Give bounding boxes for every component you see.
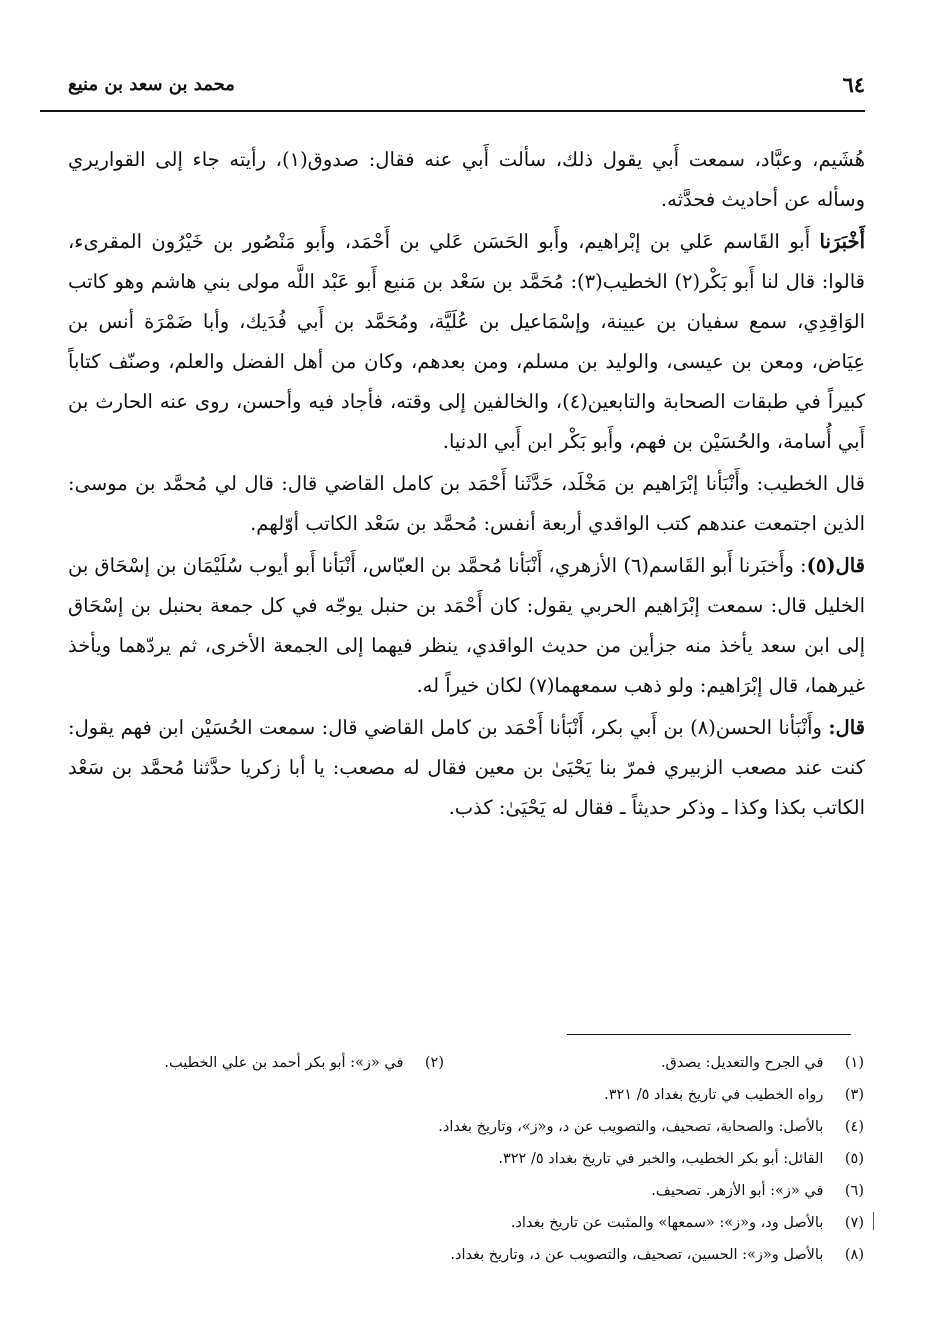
paragraph-text: هُشَيم، وعبَّاد، سمعت أَبي يقول ذلك، سألت أَبي عنه فقال: صدوق(١)، رأيته جاء إلى القواريري وسأله عن أحاديث فحدَّثه. [68, 148, 865, 211]
footnote-number: (١) [844, 1055, 864, 1071]
footnote-2 [164, 1047, 444, 1079]
main-text [68, 140, 865, 830]
page-number: ٦٤ [842, 72, 865, 97]
footnote-number: (٧) [844, 1215, 864, 1231]
paragraph-3 [68, 464, 865, 544]
footnote-text: في «ز»: أبو الأزهر. تصحيف. [651, 1183, 824, 1199]
header-rule [40, 110, 865, 112]
paragraph-text: : وأَخبَرنا أَبو القَاسم(٦) الأزهري، أَنْبَأنا مُحمَّد بن العبّاس، أَنْبَأنا أَبو أيوب سُلَيْمَان بن إسْحَاق بن الخليل قال: سمعت إبْرَاهيم الحربي يقول: كان أَحْمَد بن حنبل يوجّه في كل جمعة بحنبل بن إسْحَاق إلى ابن سعد يأخذ منه جزأين من حديث الواقدي، ينظر فيهما إلى الجمعة الأخرى، ثم يردّهما ويأخذ غيرهما، قال إبْرَاهيم: ولو ذهب سمعهما(٧) لكان خيراً له. [68, 554, 865, 697]
page-header [68, 72, 865, 112]
footnote-number: (٨) [844, 1247, 864, 1263]
footnote-number: (٣) [844, 1087, 864, 1103]
paragraph-1 [68, 140, 865, 220]
paragraph-text: أَبو القَاسم عَلي بن إبْراهيم، وأَبو الحَسَن عَلي بن أَحْمَد، وأَبو مَنْصُور بن خَيْرُون المقرىء، قالوا: قال لنا أَبو بَكْر(٢) الخطيب(٣): مُحَمَّد بن سَعْد بن مَنيع أَبو عَبْد اللَّه مولى بني هاشم وهو كاتب الوَاقِدِي، سمع سفيان بن عيينة، وإسْمَاعيل بن عُلَيَّة، ومُحَمَّد بن أَبي فُدَيك، وأبا ضَمْرَة أنس بن عِيَاض، ومعن بن عيسى، والوليد بن مسلم، ومن بعدهم، وكان من أهل الفضل والعلم، وصنّف كتاباً كبيراً في طبقات الصحابة والتابعين(٤)، والخالفين إلى وقته، فأجاد فيه وأحسن، روى عنه الحارث بن أَبي أُسامة، والحُسَيْن بن فهم، وأَبو بَكْر ابن أَبي الدنيا. [68, 230, 865, 453]
footnote-rule [567, 1034, 851, 1035]
running-title: محمد بن سعد بن منيع [68, 74, 235, 95]
footnote-8 [67, 1239, 864, 1271]
paragraph-lead: قال: [828, 716, 865, 739]
paragraph-text: وأَنْبَأنا الحسن(٨) بن أَبي بكر، أَنْبَأنا أَحْمَد بن كامل القاضي قال: سمعت الحُسَيْن ابن فهم يقول: كنت عند مصعب الزبيري فمرّ بنا يَحْيَىٰ بن معين فقال له مصعب: يا أبا زكريا حدَّثنا مُحمَّد بن سَعْد الكاتب بكذا وكذا ـ وذكر حديثاً ـ فقال له يَحْيَىٰ: كذب. [68, 716, 865, 819]
footnote-3 [67, 1079, 864, 1111]
paragraph-2 [68, 222, 865, 462]
paragraph-5 [68, 708, 865, 828]
footnote-text: رواه الخطيب في تاريخ بغداد ٥/ ٣٢١. [604, 1087, 824, 1103]
paragraph-text: قال الخطيب: وأَنْبَأنا إبْرَاهيم بن مَخْلَد، حَدَّثَنا أَحْمَد بن كامل القاضي قال: قال لي مُحمَّد بن موسى: الذين اجتمعت عندهم كتب الواقدي أربعة أنفس: مُحمَّد بن سَعْد الكاتب أوّلهم. [68, 472, 865, 535]
footnote-number: (٥) [844, 1151, 864, 1167]
footnote-number: (٦) [844, 1183, 864, 1199]
footnote-text: في «ز»: أبو بكر أحمد بن علي الخطيب. [164, 1055, 404, 1071]
footnotes [67, 1047, 864, 1271]
footnote-5 [67, 1143, 864, 1175]
footnote-1 [661, 1047, 864, 1079]
footnote-text: بالأصل و«ز»: الحسين، تصحيف، والتصويب عن د، وتاريخ بغداد. [450, 1247, 824, 1263]
footnote-text: بالأصل ود، و«ز»: «سمعها» والمثبت عن تاريخ بغداد. [510, 1215, 824, 1231]
footnote-number: (٤) [844, 1119, 864, 1135]
paragraph-4 [68, 546, 865, 706]
margin-mark [873, 1212, 874, 1230]
footnote-number: (٢) [424, 1055, 444, 1071]
footnote-4 [67, 1111, 864, 1143]
footnote-text: بالأصل: والصحابة، تصحيف، والتصويب عن د، و«ز»، وتاريخ بغداد. [438, 1119, 824, 1135]
footnote-text: القائل: أبو بكر الخطيب، والخبر في تاريخ بغداد ٥/ ٣٢٢. [498, 1151, 824, 1167]
footnote-7 [67, 1207, 864, 1239]
paragraph-lead: أَخْبَرَنا [819, 230, 865, 253]
footnote-row [67, 1047, 864, 1079]
footnote-text: في الجرح والتعديل: يصدق. [660, 1055, 824, 1071]
footnote-6 [67, 1175, 864, 1207]
paragraph-lead: قال(٥) [806, 554, 865, 577]
